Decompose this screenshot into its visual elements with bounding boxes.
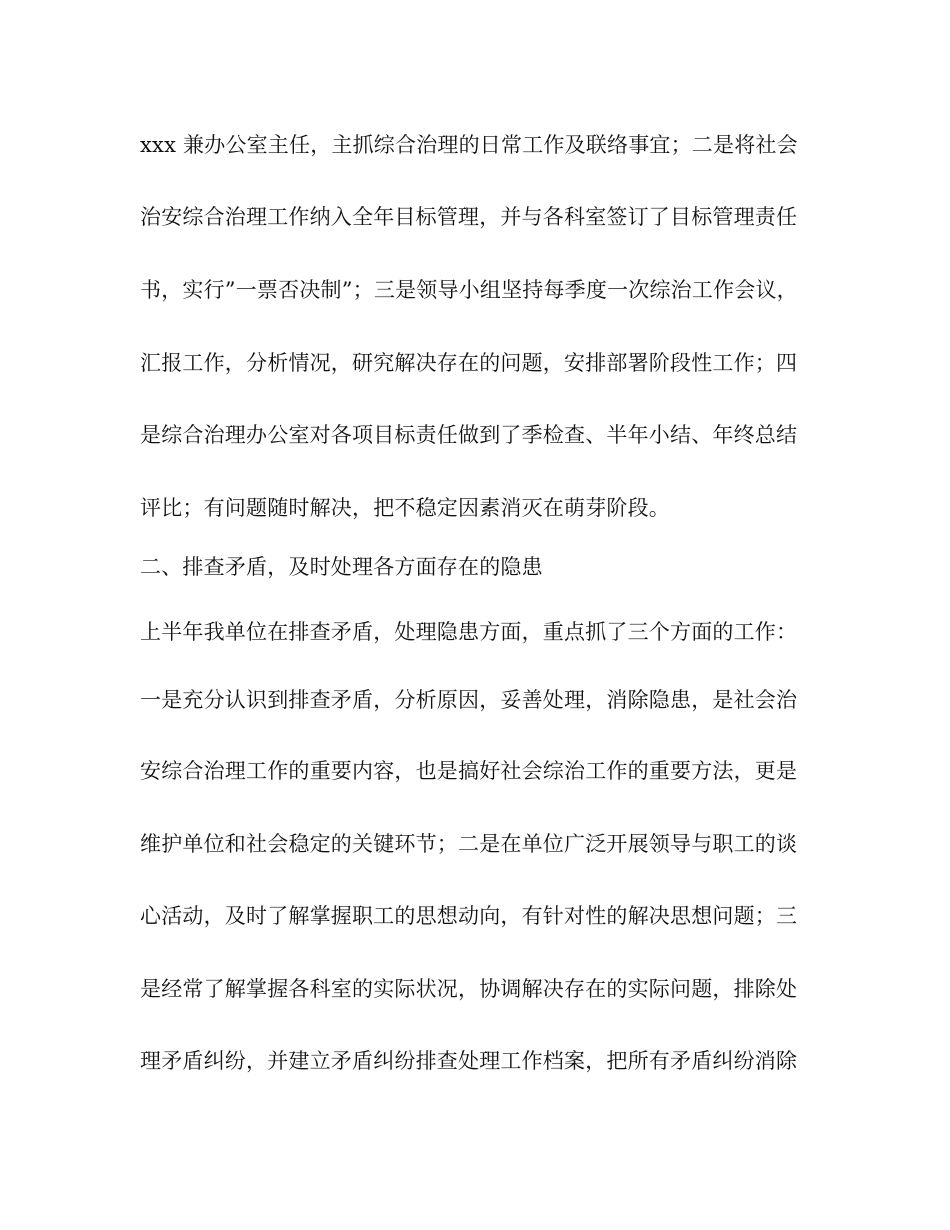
- paragraph-line: 心活动，及时了解掌握职工的思想动向，有针对性的解决思想问题；三: [140, 904, 798, 928]
- paragraph-line: 上半年我单位在排查矛盾，处理隐患方面，重点抓了三个方面的工作：: [140, 620, 798, 644]
- paragraph-line: 汇报工作，分析情况，研究解决存在的问题，安排部署阶段性工作；四: [140, 351, 798, 375]
- paragraph-line: 是经常了解掌握各科室的实际状况，协调解决存在的实际问题，排除处: [140, 977, 798, 1001]
- section-heading: 二、排查矛盾，及时处理各方面存在的隐患: [140, 555, 543, 579]
- paragraph-line: 书，实行”一票否决制”；三是领导小组坚持每季度一次综治工作会议，: [140, 278, 798, 302]
- paragraph-line: 一是充分认识到排查矛盾，分析原因，妥善处理，消除隐患，是社会治: [140, 688, 798, 712]
- paragraph-line: 安综合治理工作的重要内容，也是搞好社会综治工作的重要方法，更是: [140, 759, 798, 783]
- paragraph-line: 理矛盾纠纷，并建立矛盾纠纷排查处理工作档案，把所有矛盾纠纷消除: [140, 1049, 798, 1073]
- paragraph-line: 维护单位和社会稳定的关键环节；二是在单位广泛开展领导与职工的谈: [140, 832, 798, 856]
- paragraph-line: 是综合治理办公室对各项目标责任做到了季检查、半年小结、年终总结: [140, 423, 798, 447]
- paragraph-line: 评比；有问题随时解决，把不稳定因素消灭在萌芽阶段。: [140, 496, 670, 520]
- paragraph-line: xxx 兼办公室主任，主抓综合治理的日常工作及联络事宜；二是将社会: [140, 133, 798, 157]
- paragraph-line: 治安综合治理工作纳入全年目标管理，并与各科室签订了目标管理责任: [140, 205, 798, 229]
